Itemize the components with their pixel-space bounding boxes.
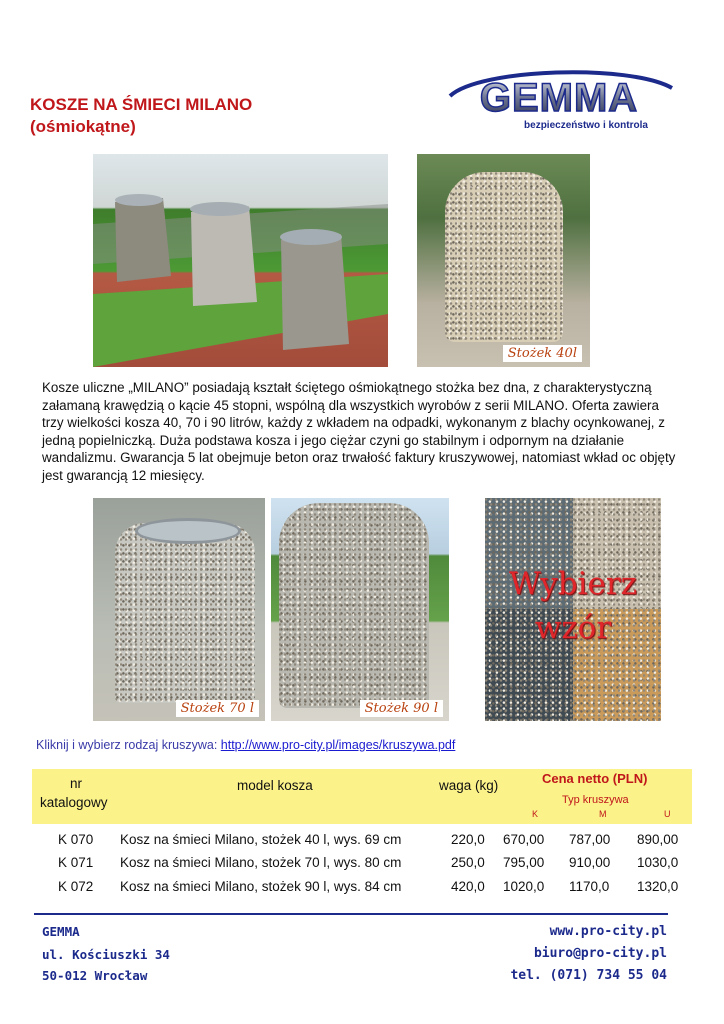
- table-row: [32, 876, 692, 898]
- caption-40l: Stożek 40l: [503, 345, 582, 362]
- logo-tagline: bezpieczeństwo i kontrola: [524, 120, 648, 131]
- photo-bin-40l: [417, 154, 590, 367]
- cell-waga: 420,0: [451, 879, 485, 894]
- footer-email-link[interactable]: biuro@pro-city.pl: [533, 946, 667, 961]
- gemma-logo: [440, 68, 678, 134]
- th-cena: Cena netto (PLN): [542, 771, 648, 786]
- cell-waga: 250,0: [451, 855, 485, 870]
- link-prefix: Kliknij i wybierz rodzaj kruszywa:: [36, 738, 221, 752]
- photo-three-bins: [93, 154, 388, 367]
- cell-nr: K 071: [58, 855, 94, 870]
- cell-nr: K 070: [58, 832, 94, 847]
- th-nr-line1: nr: [70, 776, 83, 791]
- photo-bin-90l: [271, 498, 449, 721]
- cell-k: 1020,0: [503, 879, 545, 894]
- cell-waga: 220,0: [451, 832, 485, 847]
- cell-model: Kosz na śmieci Milano, stożek 90 l, wys. 84 cm: [120, 879, 402, 894]
- cell-u: 890,00: [637, 832, 679, 847]
- th-waga: waga (kg): [439, 778, 499, 793]
- aggregate-samples-link[interactable]: [485, 498, 661, 721]
- caption-70l: Stożek 70 l: [176, 700, 259, 717]
- footer-divider: [34, 913, 668, 915]
- cell-u: 1030,0: [637, 855, 679, 870]
- footer-company: GEMMA: [42, 924, 80, 939]
- aggregate-pdf-link[interactable]: http://www.pro-city.pl/images/kruszywa.pdf: [220, 738, 456, 752]
- cell-u: 1320,0: [637, 879, 679, 894]
- cell-m: 1170,0: [569, 879, 610, 894]
- logo-brand: GEMMA: [479, 76, 639, 120]
- cell-m: 910,00: [569, 855, 611, 870]
- product-description: Kosze uliczne „MILANO” posiadają kształt ściętego ośmiokątnego stożka bez dna, z charakterystyczną załamaną krawędzią o kącie 45 stopni, wspólną dla wszystkich wyrobów z serii MILANO. Oferta zawiera trzy wielkości kosza 40, 70 i 90 litrów, każdy z wkładem na odpadki, wykonanym z blachy ocynkowanej, z jedną popielniczką. Duża podstawa kosza i jego ciężar czyni go stabilnym i odpornym na działanie wandalizmu. Gwarancja 5 lat obejmuje beton oraz trwałość faktury kruszywowej, natomiast wkład oc objęty jest gwarancją 12 miesięcy.: [42, 380, 676, 483]
- th-u: U: [664, 809, 671, 819]
- page-subtitle: (ośmiokątne): [30, 117, 136, 136]
- cell-k: 670,00: [503, 832, 545, 847]
- th-k: K: [532, 809, 539, 819]
- page-title: KOSZE NA ŚMIECI MILANO: [30, 95, 253, 114]
- th-typ: Typ kruszywa: [562, 794, 629, 806]
- cell-k: 795,00: [503, 855, 545, 870]
- wybierz-text: Wybierz: [509, 566, 637, 602]
- table-row: [32, 829, 692, 851]
- footer-phone: tel. (071) 734 55 04: [510, 968, 667, 983]
- th-m: M: [599, 809, 607, 819]
- cell-model: Kosz na śmieci Milano, stożek 40 l, wys. 69 cm: [120, 832, 402, 847]
- wzor-text: wzór: [534, 610, 612, 646]
- cell-model: Kosz na śmieci Milano, stożek 70 l, wys. 80 cm: [120, 855, 402, 870]
- caption-90l: Stożek 90 l: [360, 700, 443, 717]
- cell-nr: K 072: [58, 879, 94, 894]
- footer-www-link[interactable]: www.pro-city.pl: [549, 924, 667, 939]
- cell-m: 787,00: [569, 832, 611, 847]
- footer-city: 50-012 Wrocław: [42, 968, 148, 983]
- photo-bin-70l: [93, 498, 265, 721]
- table-row: [32, 852, 692, 874]
- aggregate-link-line: [36, 738, 455, 752]
- th-model: model kosza: [237, 778, 313, 793]
- price-table-header: [32, 769, 692, 824]
- th-nr-line2: katalogowy: [40, 795, 108, 810]
- footer-street: ul. Kościuszki 34: [42, 947, 170, 962]
